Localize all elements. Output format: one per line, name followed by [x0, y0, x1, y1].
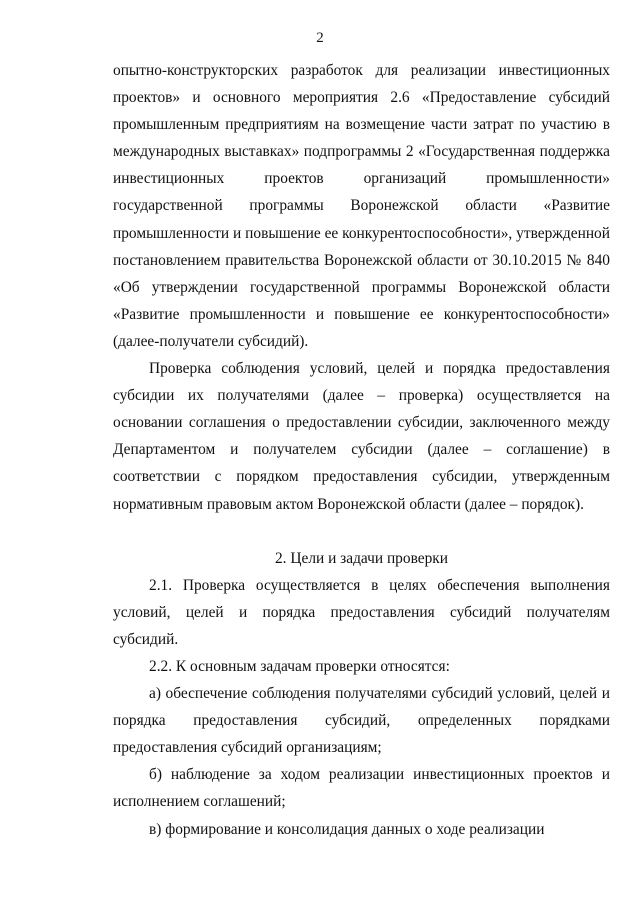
list-item-b: б) наблюдение за ходом реализации инвестиционных проектов и исполнением соглашений; [113, 766, 610, 811]
paragraph-verification-basis: Проверка соблюдения условий, целей и порядка предоставления субсидии их получателями (далее – проверка) осуществляется на основании соглашения о предоставлении субсидии, заключенного между Департаментом и получателем субсидии (далее – соглашение) в соответствии с порядком предоставления субсидии, утвержденным нормативным правовым актом Воронежской области (далее – порядок). [113, 360, 610, 513]
clause-2-2: 2.2. К основным задачам проверки относятся: [149, 657, 450, 675]
list-item-v: в) формирование и консолидация данных о ходе реализации [149, 820, 545, 838]
paragraph-continuation: опытно-конструкторских разработок для реализации инвестиционных проектов» и основного мероприятия 2.6 «Предоставление субсидий промышленным предприятиям на возмещение части затрат по участию в международных выставках» подпрограммы 2 «Государственная поддержка инвестиционных проектов организаций промышленности» государственной программы Воронежской области «Развитие промышленности и повышение ее конкурентоспособности», утвержденной постановлением правительства Воронежской области от 30.10.2015 № 840 «Об утверждении государственной программы Воронежской области «Развитие промышленности и повышение ее конкурентоспособности» (далее-получатели субсидий). [113, 62, 610, 350]
document-body [113, 57, 610, 843]
clause-2-1: 2.1. Проверка осуществляется в целях обеспечения выполнения условий, целей и порядка предоставления субсидий получателям субсидий. [113, 576, 610, 648]
section-heading: 2. Цели и задачи проверки [274, 549, 448, 567]
page-number: 2 [316, 30, 324, 46]
list-item-a: а) обеспечение соблюдения получателями субсидий условий, целей и порядка предоставления субсидий, определенных порядками предоставления субсидий организациям; [113, 685, 610, 757]
